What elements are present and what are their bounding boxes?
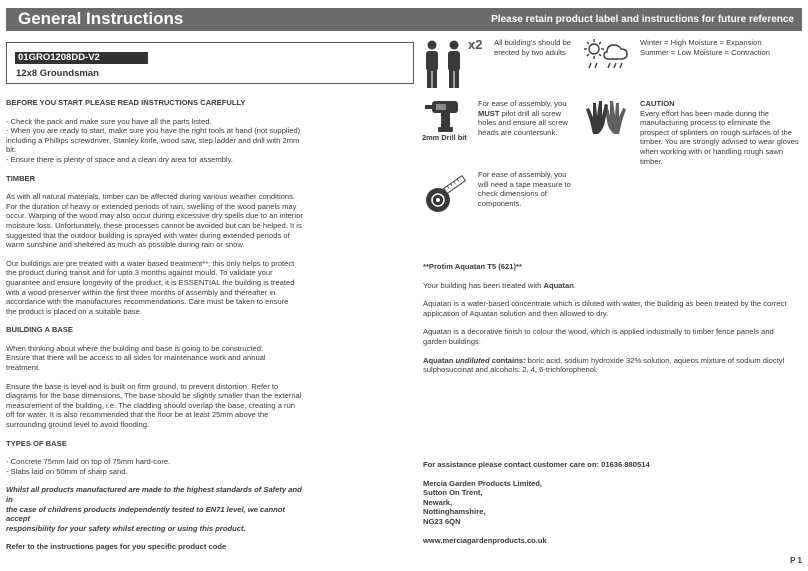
- text-line: surrounding ground level to avoid flooding.: [6, 420, 150, 430]
- text-line: guarantee and ensure longevity of the product, it is ESSENTIAL the building is treated: [6, 277, 295, 287]
- text-line: Newark,: [423, 497, 453, 507]
- text-line: Aquatan is a decorative finish to colour the wood, which is applied industrially to timber fence panels and: [423, 327, 774, 337]
- timber-heading: TIMBER: [6, 173, 36, 183]
- page-number: P 1: [790, 556, 802, 565]
- text-run: Your building has been treated with: [423, 280, 544, 290]
- text-line: when working with or handling rough sawn: [640, 146, 784, 156]
- text-line: Ensure the base is level and is built on firm ground, to prevent distortion. Refer to: [6, 381, 279, 391]
- text-line: - Slabs laid on 50mm of sharp sand.: [6, 466, 128, 476]
- text-line: [478, 109, 568, 119]
- text-line: NG23 6QN: [423, 516, 461, 526]
- text-line: Sutton On Trent,: [423, 488, 483, 498]
- website-link[interactable]: www.merciagardenproducts.co.uk: [423, 535, 547, 545]
- text-line: Nottinghamshire,: [423, 507, 486, 517]
- text-line: Our buildings are pre treated with a water based treatment**; this only helps to protect: [6, 258, 295, 268]
- text-line: check dimensions of: [478, 189, 547, 199]
- timber-paragraph-2: [6, 259, 308, 317]
- text-line: components.: [478, 198, 522, 208]
- text-line: heads are countersunk.: [478, 127, 558, 137]
- weather-icon: [583, 38, 629, 74]
- text-line: - Check the pack and make sure you have all the parts listed.: [6, 116, 212, 126]
- weather-text: [640, 38, 770, 57]
- gloves-icon: [584, 99, 628, 139]
- tape-text: [478, 170, 571, 208]
- treated-line: [423, 281, 803, 291]
- text-line: occur. Warping of the wood may also occur during excessive dry spells due to an interior: [6, 211, 303, 221]
- assist-line: For assistance please contact customer care on: 01636 880514: [423, 460, 650, 469]
- text-run: .: [573, 280, 576, 290]
- text-line: Aquatan is a water-based concentrate which is diluted with water, the building as been treated by the correct: [423, 299, 787, 309]
- drill-label: 2mm Drill bit: [422, 133, 467, 142]
- text-line: Every effort has been made during the: [640, 108, 770, 118]
- text-line: responsibility for your safety whilst erecting or using this product.: [6, 523, 246, 533]
- text-line: - Concrete 75mm laid on top of 75mm hard-core.: [6, 457, 171, 467]
- text-run: Aquatan: [423, 355, 456, 365]
- text-line: Whilst all products manufactured are made to the highest standards of Safety and in: [6, 485, 302, 504]
- text-line: the case of childrens products independently tested to EN71 level, we cannot accept: [6, 504, 285, 524]
- text-line: [423, 356, 803, 366]
- drill-text: [478, 99, 568, 137]
- contact-section: [423, 460, 803, 554]
- text-line: accordance with the manufactures recommendations. Care must be taken to ensure: [6, 297, 289, 307]
- retain-note: Please retain product label and instructions for future reference: [491, 14, 794, 25]
- text-line: When thinking about where the building and base is going to be constructed:: [6, 343, 264, 353]
- text-line: will need a tape measure to: [478, 179, 571, 189]
- refer-note: Refer to the instructions pages for you specific product code: [6, 542, 227, 552]
- text-line: moisture loss. Unfortunately, these processes cannot be avoided but can be helped. It is: [6, 220, 302, 230]
- text-line: application of Aquatan solution and then allowed to dry.: [423, 308, 609, 318]
- text-line: - When you are ready to start, make sure you have the right tools at hand (not supplied): [6, 126, 301, 136]
- product-emphasis: Aquatan: [543, 280, 574, 290]
- text-line: Winter = High Moisture = Expansion: [640, 38, 762, 47]
- text-line: holes and ensure all screw: [478, 118, 568, 128]
- text-line: with a wood preserver within the first three months of assembly and thereafter in: [6, 287, 276, 297]
- text-run: undiluted: [455, 355, 490, 365]
- types-heading: TYPES OF BASE: [6, 438, 67, 448]
- left-column: [6, 98, 308, 561]
- text-line: Ensure that there will be access to all sides for maintenance work and annual: [6, 353, 266, 363]
- text-line: For ease of assembly, you: [478, 170, 567, 179]
- text-line: including a Phillips screwdriver, Stanley knife, wood saw, step ladder and drill with 2mm: [6, 135, 300, 145]
- contains-paragraph: [423, 356, 803, 375]
- text-line: For the duration of heavy or extended periods of rain, swelling of the wood panels may: [6, 201, 297, 211]
- drill-icon: [424, 99, 464, 133]
- text-run: boric acid, sodium hydroxide 32% solution, aqueos mixture of sodium dioctyl: [525, 355, 785, 365]
- product-code: 01GRO1208DD-V2: [15, 52, 148, 64]
- text-line: off for water. It is also recommended that the floor be at least 25mm above the: [6, 410, 269, 420]
- base-paragraph-2: [6, 382, 308, 430]
- text-line: suggested that the outdoor building is sprayed with water during extended periods of: [6, 230, 290, 240]
- protim-heading: **Protim Aquatan T5 (621)**: [423, 262, 522, 271]
- must-emphasis: MUST: [478, 108, 500, 118]
- two-people-icon: [422, 40, 468, 90]
- text-line: treatment.: [6, 363, 41, 373]
- tape-measure-icon: [423, 170, 469, 216]
- header-bar: [6, 8, 802, 31]
- text-line: [478, 99, 568, 109]
- text-line: the product during transit and for upto 3 months against mould. To validate your: [6, 268, 273, 278]
- people-text: [494, 38, 571, 57]
- timber-paragraph-1: [6, 192, 308, 250]
- base-heading: BUILDING A BASE: [6, 325, 73, 335]
- text-line: timber.: [640, 156, 663, 166]
- text-line: manufacturing process to eliminate the: [640, 118, 771, 128]
- text-line: Mercia Garden Products Limited,: [423, 478, 542, 488]
- protim-section: [423, 262, 803, 384]
- caution-heading: CAUTION: [640, 99, 675, 108]
- text-line: sulphosuccinat and alcohols: 2, 4, 6-trichlorophenol.: [423, 365, 598, 375]
- before-paragraph: [6, 117, 308, 165]
- text-line: measurement of the building, i.e. The cladding should overlap the base, creating a run: [6, 400, 296, 410]
- text-line: bit.: [6, 145, 17, 155]
- text-line: warm sunshine and sheltered as much as possible during rain or snow.: [6, 240, 245, 250]
- product-box: [6, 42, 414, 84]
- types-paragraph: [6, 457, 308, 476]
- text-line: - Ensure there is plenty of space and a clean dry area for assembly.: [6, 154, 233, 164]
- text-line: All building's should be: [494, 38, 572, 47]
- text-line: As with all natural materials, timber can be affected during various weather conditions.: [6, 192, 295, 202]
- text-line: erected by two adults: [494, 47, 566, 57]
- aquatan-paragraph-1: [423, 299, 803, 318]
- address-block: [423, 479, 803, 527]
- before-heading: BEFORE YOU START PLEASE READ INSTRUCTIONS CAREFULLY: [6, 98, 246, 107]
- people-count: x2: [468, 37, 483, 52]
- base-paragraph-1: [6, 344, 308, 373]
- text-run: For ease of assembly, you: [478, 99, 567, 108]
- text-run: contains:: [489, 355, 526, 365]
- safety-paragraph: [6, 485, 308, 533]
- text-line: the product is placed on a suitable base.: [6, 306, 142, 316]
- aquatan-paragraph-2: [423, 327, 803, 346]
- text-line: Summer = Low Moisture = Contraction: [640, 47, 770, 57]
- text-line: diagrams for the base dimensions, The base should be slightly smaller than the external: [6, 391, 302, 401]
- text-line: garden buildings.: [423, 336, 481, 346]
- product-name: 12x8 Groundsman: [16, 68, 99, 79]
- text-line: prospect of splinters on rough surfaces of the: [640, 127, 792, 137]
- text-line: timber. You are strongly advised to wear gloves: [640, 137, 799, 147]
- page-title: General Instructions: [18, 9, 184, 28]
- caution-text: [640, 99, 799, 166]
- text-run: pilot drill all screw: [499, 108, 562, 118]
